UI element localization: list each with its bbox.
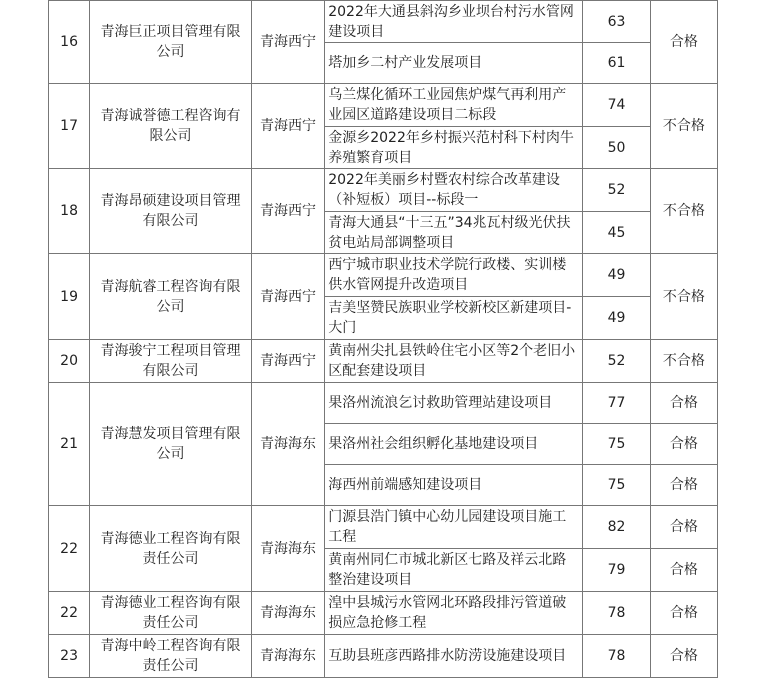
region: 青海西宁 <box>251 340 324 383</box>
company-name: 青海中岭工程咨询有限责任公司 <box>90 635 252 678</box>
region: 青海西宁 <box>251 1 324 84</box>
company-name: 青海德业工程咨询有限责任公司 <box>90 506 252 592</box>
table-row <box>49 169 718 212</box>
score: 45 <box>583 212 650 254</box>
evaluation-table <box>48 0 718 678</box>
table-row <box>49 592 718 635</box>
company-name: 青海航睿工程咨询有限公司 <box>90 254 252 340</box>
project-name: 2022年美丽乡村暨农村综合改革建设（补短板）项目--标段一 <box>325 169 583 212</box>
project-name: 乌兰煤化循环工业园焦炉煤气再利用产业园区道路建设项目二标段 <box>325 84 583 127</box>
project-name: 西宁城市职业技术学院行政楼、实训楼供水管网提升改造项目 <box>325 254 583 297</box>
result: 合格 <box>650 549 717 592</box>
region: 青海海东 <box>251 506 324 592</box>
company-name: 青海诚誉德工程咨询有限公司 <box>90 84 252 169</box>
row-number: 20 <box>49 340 90 383</box>
table-row <box>49 1 718 43</box>
row-number: 23 <box>49 635 90 678</box>
score: 77 <box>583 383 650 424</box>
score: 52 <box>583 340 650 383</box>
company-name: 青海巨正项目管理有限公司 <box>90 1 252 84</box>
score: 49 <box>583 297 650 340</box>
table-row <box>49 635 718 678</box>
result: 合格 <box>650 635 717 678</box>
score: 50 <box>583 127 650 169</box>
project-name: 互助县班彦西路排水防涝设施建设项目 <box>325 635 583 678</box>
row-number: 22 <box>49 506 90 592</box>
project-name: 海西州前端感知建设项目 <box>325 465 583 506</box>
row-number: 22 <box>49 592 90 635</box>
company-name: 青海骏宁工程项目管理有限公司 <box>90 340 252 383</box>
result: 合格 <box>650 592 717 635</box>
row-number: 17 <box>49 84 90 169</box>
table-row <box>49 84 718 127</box>
project-name: 果洛州流浪乞讨救助管理站建设项目 <box>325 383 583 424</box>
table-row <box>49 506 718 549</box>
result: 合格 <box>650 1 717 84</box>
company-name: 青海慧发项目管理有限公司 <box>90 383 252 506</box>
score: 75 <box>583 465 650 506</box>
region: 青海海东 <box>251 383 324 506</box>
table-row <box>49 254 718 297</box>
score: 78 <box>583 635 650 678</box>
region: 青海西宁 <box>251 84 324 169</box>
project-name: 果洛州社会组织孵化基地建设项目 <box>325 424 583 465</box>
company-name: 青海昂硕建设项目管理有限公司 <box>90 169 252 254</box>
region: 青海海东 <box>251 635 324 678</box>
company-name: 青海德业工程咨询有限责任公司 <box>90 592 252 635</box>
table-row <box>49 383 718 424</box>
score: 61 <box>583 43 650 84</box>
row-number: 21 <box>49 383 90 506</box>
score: 82 <box>583 506 650 549</box>
result: 合格 <box>650 506 717 549</box>
score: 52 <box>583 169 650 212</box>
result: 不合格 <box>650 84 717 169</box>
project-name: 吉美坚赞民族职业学校新校区新建项目-大门 <box>325 297 583 340</box>
result: 不合格 <box>650 169 717 254</box>
score: 74 <box>583 84 650 127</box>
row-number: 19 <box>49 254 90 340</box>
project-name: 青海大通县“十三五”34兆瓦村级光伏扶贫电站局部调整项目 <box>325 212 583 254</box>
region: 青海海东 <box>251 592 324 635</box>
row-number: 18 <box>49 169 90 254</box>
score: 63 <box>583 1 650 43</box>
table-row <box>49 340 718 383</box>
project-name: 2022年大通县斜沟乡业坝台村污水管网建设项目 <box>325 1 583 43</box>
result: 合格 <box>650 465 717 506</box>
result: 不合格 <box>650 340 717 383</box>
project-name: 黄南州尖扎县铁岭住宅小区等2个老旧小区配套建设项目 <box>325 340 583 383</box>
score: 79 <box>583 549 650 592</box>
project-name: 黄南州同仁市城北新区七路及祥云北路整治建设项目 <box>325 549 583 592</box>
result: 合格 <box>650 383 717 424</box>
project-name: 湟中县城污水管网北环路段排污管道破损应急抢修工程 <box>325 592 583 635</box>
result: 合格 <box>650 424 717 465</box>
score: 78 <box>583 592 650 635</box>
result: 不合格 <box>650 254 717 340</box>
project-name: 塔加乡二村产业发展项目 <box>325 43 583 84</box>
score: 49 <box>583 254 650 297</box>
score: 75 <box>583 424 650 465</box>
region: 青海西宁 <box>251 254 324 340</box>
region: 青海西宁 <box>251 169 324 254</box>
row-number: 16 <box>49 1 90 84</box>
project-name: 门源县浩门镇中心幼儿园建设项目施工工程 <box>325 506 583 549</box>
project-name: 金源乡2022年乡村振兴范村科下村肉牛养殖繁育项目 <box>325 127 583 169</box>
